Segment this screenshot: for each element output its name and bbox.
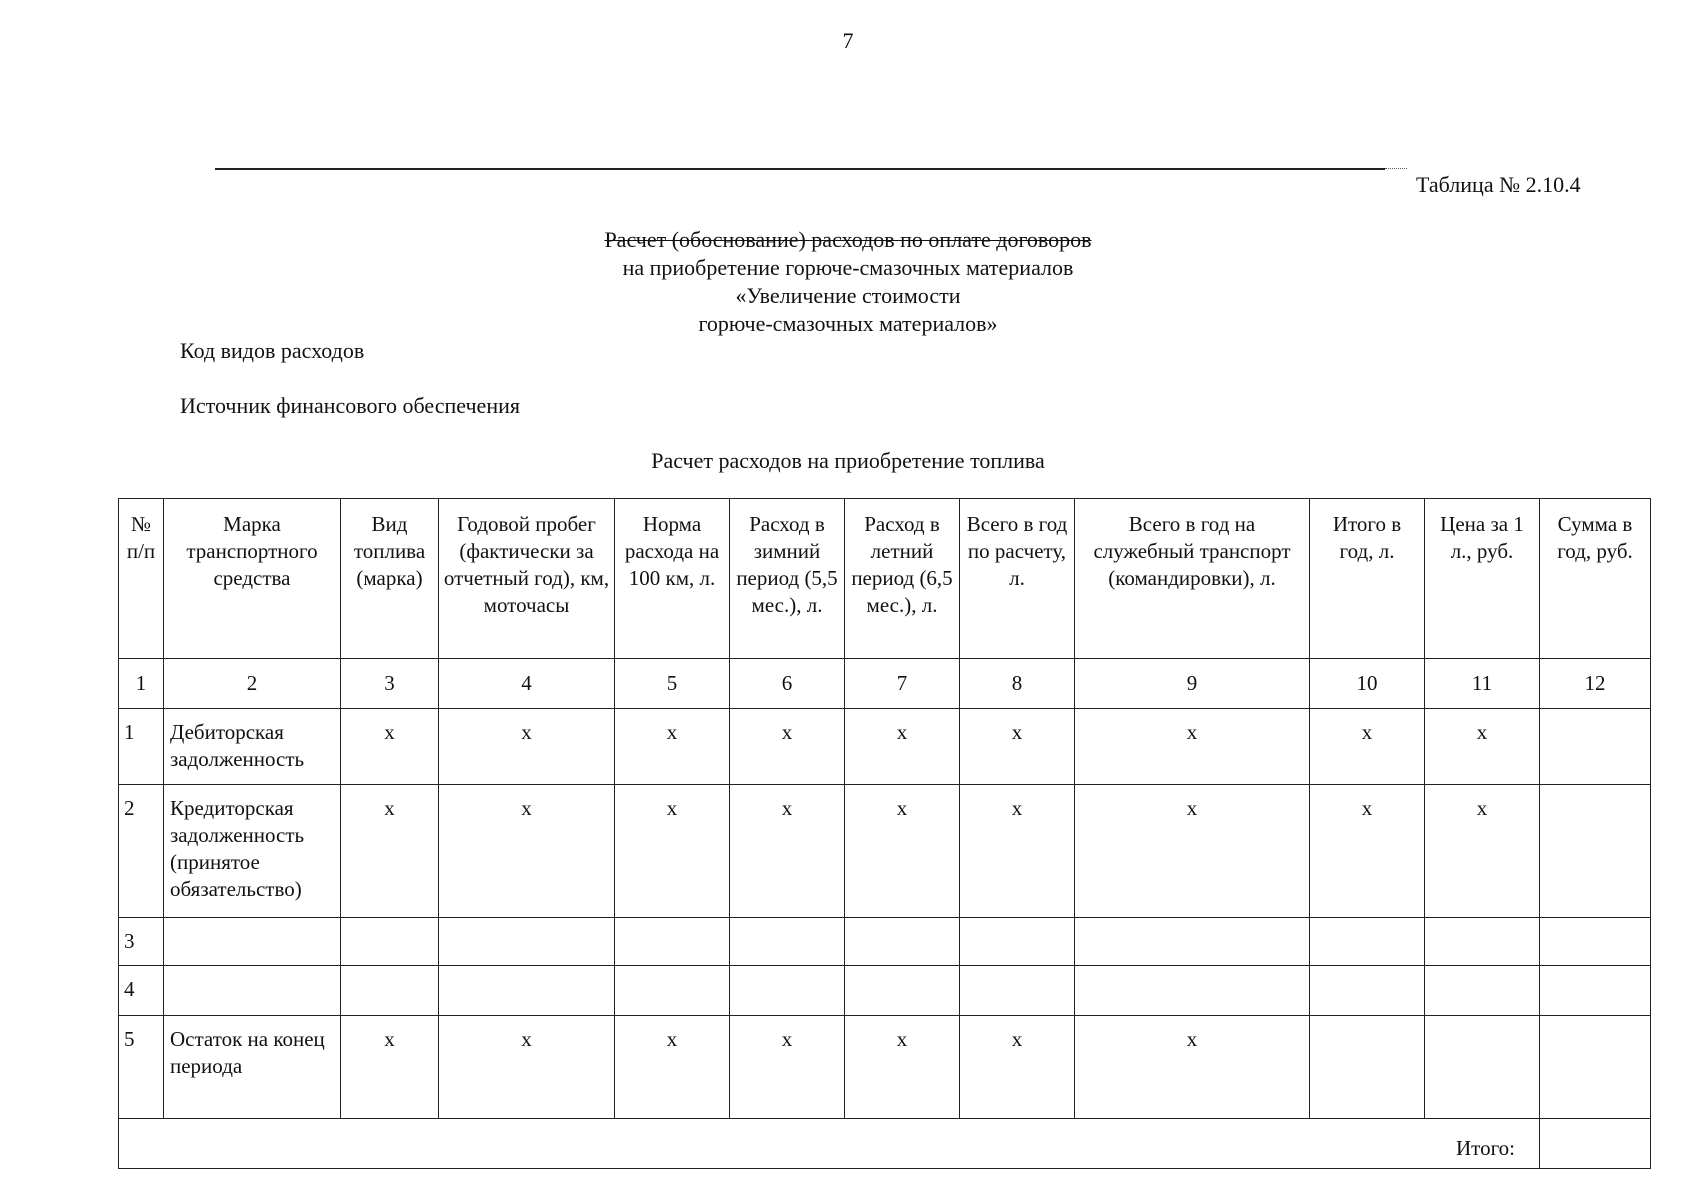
table-cell: х — [439, 1016, 615, 1119]
column-header: Цена за 1 л., руб. — [1425, 499, 1540, 659]
row-name — [164, 966, 341, 1016]
table-cell — [845, 966, 960, 1016]
table-cell — [1075, 918, 1310, 966]
row-index: 3 — [119, 918, 164, 966]
fuel-expense-table — [118, 498, 1651, 1169]
funding-source-label: Источник финансового обеспечения — [180, 393, 520, 418]
row-index: 2 — [119, 785, 164, 918]
table-cell — [439, 918, 615, 966]
column-header: Расход в летний период (6,5 мес.), л. — [845, 499, 960, 659]
top-rule-divider — [215, 168, 1385, 170]
table-subtitle: Расчет расходов на приобретение топлива — [651, 448, 1045, 473]
table-cell: х — [439, 785, 615, 918]
table-row — [119, 918, 1651, 966]
title-line: горюче-смазочных материалов» — [698, 311, 998, 336]
table-cell: х — [341, 709, 439, 785]
table-cell — [341, 966, 439, 1016]
table-cell: х — [341, 1016, 439, 1119]
table-cell: х — [960, 785, 1075, 918]
table-cell: х — [1310, 709, 1425, 785]
column-header: Вид топлива (марка) — [341, 499, 439, 659]
table-cell: х — [1075, 709, 1310, 785]
document-title — [0, 226, 1696, 338]
row-name: Кредиторская задолженность (принятое обязательство) — [164, 785, 341, 918]
column-number: 11 — [1425, 659, 1540, 709]
header-row — [119, 499, 1651, 659]
table-cell: х — [730, 709, 845, 785]
table-cell — [1425, 918, 1540, 966]
table-cell — [1540, 709, 1651, 785]
table-cell — [1425, 1016, 1540, 1119]
column-number: 1 — [119, 659, 164, 709]
column-header: Норма расхода на 100 км, л. — [615, 499, 730, 659]
table-cell — [1540, 918, 1651, 966]
table-cell — [615, 966, 730, 1016]
column-header: Всего в год по расчету, л. — [960, 499, 1075, 659]
table-cell: х — [845, 785, 960, 918]
table-number: Таблица № 2.10.4 — [1416, 172, 1581, 197]
table-row — [119, 1016, 1651, 1119]
title-line: на приобретение горюче-смазочных материалов — [622, 255, 1074, 280]
table-row — [119, 966, 1651, 1016]
column-header: Сумма в год, руб. — [1540, 499, 1651, 659]
table-cell: х — [615, 785, 730, 918]
column-number: 9 — [1075, 659, 1310, 709]
column-header: Марка транспортного средства — [164, 499, 341, 659]
table-cell: х — [615, 709, 730, 785]
table-cell: х — [1310, 785, 1425, 918]
row-name: Остаток на конец периода — [164, 1016, 341, 1119]
table-row — [119, 709, 1651, 785]
table-cell — [730, 918, 845, 966]
table-cell — [439, 966, 615, 1016]
table-cell — [1540, 966, 1651, 1016]
table-cell — [960, 918, 1075, 966]
expense-code-label: Код видов расходов — [180, 338, 365, 363]
table-cell: х — [1075, 1016, 1310, 1119]
column-number: 2 — [164, 659, 341, 709]
table-cell — [1075, 966, 1310, 1016]
table-cell: х — [1075, 785, 1310, 918]
column-number: 7 — [845, 659, 960, 709]
table-cell — [615, 918, 730, 966]
table-cell: х — [845, 709, 960, 785]
row-index: 4 — [119, 966, 164, 1016]
column-number: 8 — [960, 659, 1075, 709]
column-header: Итого в год, л. — [1310, 499, 1425, 659]
column-number: 3 — [341, 659, 439, 709]
column-header: Годовой пробег (фактически за отчетный год), км, моточасы — [439, 499, 615, 659]
table-row — [119, 785, 1651, 918]
column-number: 6 — [730, 659, 845, 709]
table-cell — [845, 918, 960, 966]
row-name: Дебиторская задолженность — [164, 709, 341, 785]
table-cell: х — [615, 1016, 730, 1119]
column-number-row — [119, 659, 1651, 709]
title-line: «Увеличение стоимости — [735, 283, 961, 308]
row-index: 5 — [119, 1016, 164, 1119]
table-cell — [1310, 966, 1425, 1016]
table-cell: х — [1425, 709, 1540, 785]
table-cell: х — [730, 785, 845, 918]
column-number: 4 — [439, 659, 615, 709]
table-cell — [730, 966, 845, 1016]
table-cell: х — [730, 1016, 845, 1119]
row-name — [164, 918, 341, 966]
table-cell — [960, 966, 1075, 1016]
table-cell — [1310, 918, 1425, 966]
table-cell: х — [1425, 785, 1540, 918]
table-cell — [1425, 966, 1540, 1016]
table-cell — [1310, 1016, 1425, 1119]
column-number: 12 — [1540, 659, 1651, 709]
total-label: Итого: — [119, 1119, 1540, 1169]
column-header: Расход в зимний период (5,5 мес.), л. — [730, 499, 845, 659]
table-cell: х — [845, 1016, 960, 1119]
column-header: Всего в год на служебный транспорт (командировки), л. — [1075, 499, 1310, 659]
column-number: 10 — [1310, 659, 1425, 709]
total-row — [119, 1119, 1651, 1169]
table-cell: х — [341, 785, 439, 918]
column-header: № п/п — [119, 499, 164, 659]
total-value — [1540, 1119, 1651, 1169]
top-rule-tail — [1385, 168, 1407, 169]
table-cell — [1540, 785, 1651, 918]
table-cell: х — [960, 709, 1075, 785]
page-number: 7 — [842, 28, 854, 53]
row-index: 1 — [119, 709, 164, 785]
table-cell: х — [960, 1016, 1075, 1119]
title-line: Расчет (обоснование) расходов по оплате договоров — [604, 227, 1092, 252]
table-cell — [341, 918, 439, 966]
table-cell: х — [439, 709, 615, 785]
table-cell — [1540, 1016, 1651, 1119]
column-number: 5 — [615, 659, 730, 709]
